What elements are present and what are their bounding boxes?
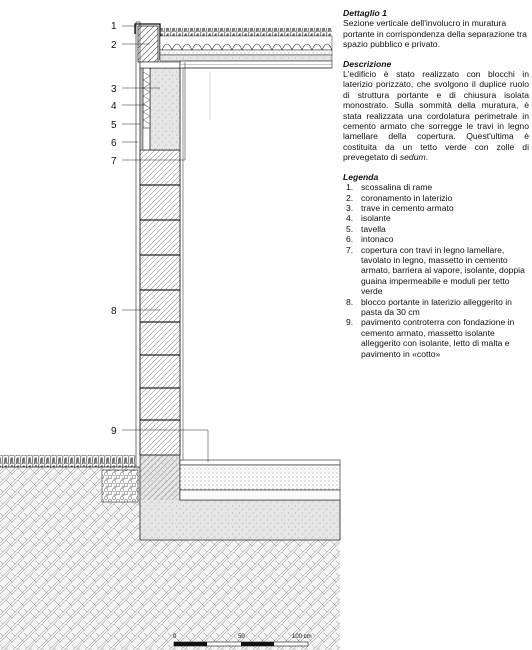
legend-item bbox=[343, 193, 529, 203]
detail-title: Dettaglio 1 bbox=[343, 8, 387, 18]
legend-text: trave in cemento armato bbox=[361, 202, 454, 213]
callout-4: 4 bbox=[111, 101, 117, 112]
description-text bbox=[343, 69, 529, 163]
legend-num: 4. bbox=[346, 213, 354, 224]
legend-text: scossalina di rame bbox=[361, 182, 433, 193]
legend-num: 3. bbox=[346, 202, 354, 213]
legend-num: 1. bbox=[346, 182, 354, 193]
legend-text: blocco portante in laterizio alleggerito in pasta da 30 cm bbox=[361, 296, 512, 317]
legend-num: 8. bbox=[346, 296, 354, 307]
gravel-drain bbox=[102, 470, 138, 502]
description-text-italic: sedum bbox=[399, 152, 426, 163]
inner-plaster bbox=[180, 68, 183, 460]
legend-text: tavella bbox=[361, 223, 386, 234]
legend-item bbox=[343, 182, 529, 192]
legend-text: copertura con travi in legno lamellare, tavolato in legno, massetto in cemento armato, barriera al vapore, isolante, doppia guaina impermeabile e moduli per tetto verde bbox=[361, 244, 525, 297]
legend-text: pavimento controterra con fondazione in cemento armato, massetto isolante alleggerito con isolante, letto di malta e pavimento in «cotto» bbox=[361, 317, 515, 359]
legend-num: 7. bbox=[346, 244, 354, 255]
legend-item bbox=[343, 245, 529, 297]
detail-caption: Sezione verticale dell'involucro in muratura portante in corrispondenza della separazione tra spazio pubblico e privato. bbox=[343, 18, 527, 50]
callout-2: 2 bbox=[111, 40, 117, 51]
legend-title: Legenda bbox=[343, 171, 379, 182]
description-text-end: . bbox=[425, 152, 429, 163]
callout-5: 5 bbox=[111, 120, 117, 131]
grass-strip bbox=[0, 455, 140, 467]
masonry-blocks bbox=[140, 150, 180, 455]
callout-8: 8 bbox=[111, 306, 117, 317]
legend-item bbox=[343, 203, 529, 213]
scale-label-0: 0 bbox=[173, 634, 177, 640]
description-title: Descrizione bbox=[343, 58, 392, 69]
legend-num: 9. bbox=[346, 317, 354, 328]
legend-num: 2. bbox=[346, 192, 354, 203]
legend-item bbox=[343, 234, 529, 244]
callout-7: 7 bbox=[111, 156, 117, 167]
legend-num: 6. bbox=[346, 234, 354, 245]
legend-item bbox=[343, 297, 529, 318]
callout-6: 6 bbox=[111, 138, 117, 149]
text-panel bbox=[343, 8, 529, 359]
scale-label-100: 100 cm bbox=[292, 634, 312, 640]
legend-num: 5. bbox=[346, 223, 354, 234]
legend-item bbox=[343, 213, 529, 223]
description-text-main: L'edificio è stato realizzato con blocchi in laterizio porizzato, che svolgono il duplice ruolo di struttura portante e di chiusura isolata monostrato. Sulla sommità della muratura, è stata realizzata una cordolatura perimetrale in cemento armato che sorregge le travi in legno lamellare della copertura. Quest'ultima è costituita da un tetto verde con zolle di prevegetato di bbox=[343, 69, 529, 163]
floor-screed bbox=[180, 465, 340, 490]
floor-paving bbox=[180, 460, 340, 465]
legend-text: intonaco bbox=[361, 234, 394, 245]
legend-text: coronamento in laterizio bbox=[361, 192, 453, 203]
scale-label-50: 50 bbox=[238, 634, 245, 640]
callout-9: 9 bbox=[111, 426, 117, 437]
roof-buildup bbox=[160, 28, 332, 68]
legend-item bbox=[343, 224, 529, 234]
callout-3: 3 bbox=[111, 84, 117, 95]
legend-item bbox=[343, 317, 529, 359]
outer-plaster bbox=[136, 22, 140, 467]
ring-beam bbox=[150, 68, 180, 150]
floor-insulation bbox=[180, 490, 340, 500]
callout-1: 1 bbox=[111, 21, 117, 32]
tavella bbox=[140, 68, 143, 150]
legend-list bbox=[343, 182, 529, 359]
legend-text: isolante bbox=[361, 213, 391, 224]
